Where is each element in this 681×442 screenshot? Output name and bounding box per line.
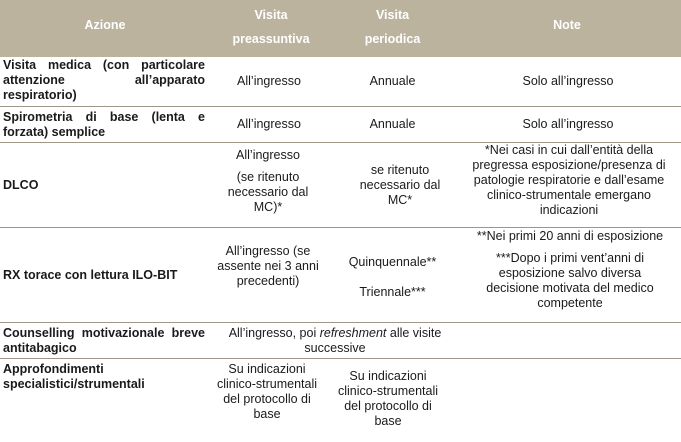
row-divider: [0, 106, 681, 107]
row2-periodica: Annuale: [369, 117, 416, 131]
row3-periodica: se ritenuto necessario dal MC*: [359, 163, 441, 207]
row1-periodica: Annuale: [369, 74, 416, 88]
header-preassuntiva-line2: preassuntiva: [232, 32, 310, 46]
row4-preassuntiva: All’ingresso (se assente nei 3 anni precedenti): [217, 244, 319, 288]
row5-visite-pre: All’ingresso, poi: [228, 326, 320, 340]
row4-note: [458, 229, 681, 311]
row1-azione: Visita medica (con particolare attenzione all’apparato respiratorio): [3, 58, 205, 102]
row4-periodica-line1: Quinquennale**: [348, 255, 437, 269]
row5-visite-em: refreshment: [319, 326, 387, 340]
row3-preassuntiva: [214, 148, 322, 215]
row4-periodica: [332, 255, 453, 300]
row3-preassuntiva-line1: All’ingresso: [236, 148, 300, 162]
row6-azione: Approfondimenti specialistici/strumentali: [3, 362, 145, 391]
row6-preassuntiva: Su indicazioni clinico-strumentali del protocollo di base: [216, 362, 318, 421]
row5-visite-post: alle visite successive: [304, 326, 442, 355]
row5-visite: [222, 326, 448, 356]
row5-azione: Counselling motivazionale breve antitabagico: [3, 326, 205, 355]
row2-preassuntiva: All’ingresso: [237, 117, 301, 131]
header-azione: Azione: [84, 18, 126, 32]
row4-periodica-line2: Triennale***: [359, 285, 426, 299]
row4-note-line1: **Nei primi 20 anni di esposizione: [476, 229, 664, 243]
row-divider: [0, 322, 681, 323]
header-periodica-line2: periodica: [364, 32, 421, 46]
row2-azione: Spirometria di base (lenta e forzata) semplice: [3, 110, 205, 139]
row-divider: [0, 227, 681, 228]
row4-note-line2: ***Dopo i primi vent’anni di esposizione salvo diversa decisione motivata del medico competente: [486, 251, 654, 310]
row1-preassuntiva: All’ingresso: [237, 74, 301, 88]
header-periodica-line1: Visita: [375, 8, 410, 22]
header-note: Note: [553, 18, 581, 32]
row3-note: *Nei casi in cui dall’entità della pregressa esposizione/presenza di patologie respiratorie e dall’esame clinico-strumentale emergano indicazioni: [472, 143, 666, 217]
row2-note: Solo all’ingresso: [522, 117, 614, 131]
row3-preassuntiva-line2: (se ritenuto necessario dal MC)*: [227, 170, 309, 214]
row6-periodica: Su indicazioni clinico-strumentali del protocollo di base: [337, 369, 439, 428]
header-preassuntiva-line1: Visita: [254, 8, 288, 22]
table-header: [0, 0, 681, 57]
row1-note: Solo all’ingresso: [522, 74, 614, 88]
row4-azione: RX torace con lettura ILO-BIT: [3, 268, 178, 282]
row-divider: [0, 358, 681, 359]
row3-azione: DLCO: [3, 178, 39, 192]
